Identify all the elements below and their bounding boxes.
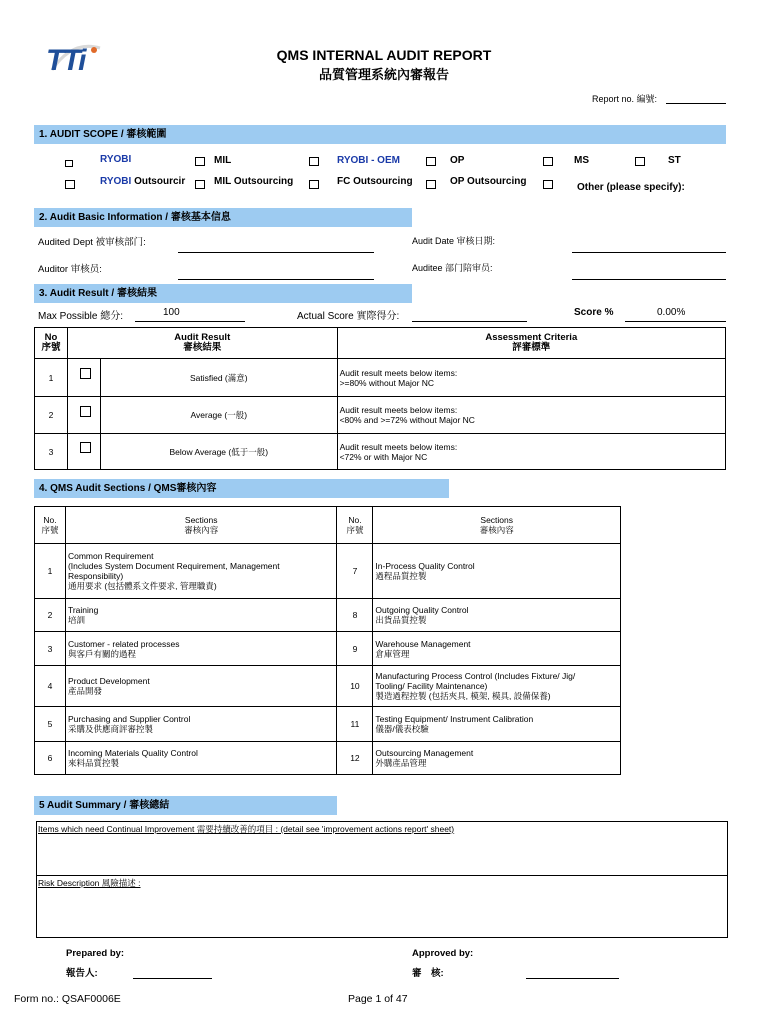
actual-score-field[interactable] — [412, 321, 527, 322]
result-checkbox-cell — [67, 397, 100, 434]
auditee-label: Auditee 部门陪审员: — [412, 263, 493, 273]
table-row — [35, 632, 621, 666]
result-criteria — [337, 434, 725, 470]
section-line: (Includes System Document Requirement, Management — [67, 561, 280, 571]
section-basic-info-header: 2. Audit Basic Information / 審核基本信息 — [34, 208, 412, 227]
section-qms-audit-sections-header: 4. QMS Audit Sections / QMS審核內容 — [34, 479, 449, 498]
header-no — [35, 507, 66, 544]
header-sections-zh: 審核內容 — [184, 525, 219, 535]
score-pct-underline — [625, 321, 726, 322]
prepared-by-label-zh: 報告人: — [66, 968, 98, 979]
form-number: Form no.: QSAF0006E — [14, 993, 121, 1005]
table-header-row — [35, 507, 621, 544]
section-no: 2 — [35, 599, 66, 632]
table-row — [35, 666, 621, 707]
result-label: Average (一般) — [100, 397, 337, 434]
improvement-label: Items which need Continual Improvement 需要持續改善的項目 : (detail see 'improvement actions report' sheet) — [38, 824, 455, 834]
section-line: Common Requirement — [67, 551, 154, 561]
result-checkbox-cell — [67, 359, 100, 397]
scope-label-outsourcing-suffix: Outsourcir — [131, 176, 186, 187]
section-line: 過程品質控製 — [375, 571, 427, 581]
checkbox-op-outsourcing[interactable] — [426, 180, 436, 189]
criteria-line1: Audit result meets below items: — [339, 405, 458, 415]
risk-area[interactable] — [37, 876, 727, 937]
auditee-field[interactable] — [572, 279, 726, 280]
checkbox-op[interactable] — [426, 157, 436, 166]
table-row — [35, 599, 621, 632]
header-criteria-en: Assessment Criteria — [485, 332, 578, 343]
section-name — [65, 742, 337, 775]
header-sections-zh: 審核內容 — [479, 525, 514, 535]
scope-label-op: OP — [450, 155, 465, 166]
scope-label-mil-outsourcing: MIL Outsourcing — [214, 176, 294, 187]
section-line: 製造過程控製 (包括夾具, 模架, 模具, 設備保養) — [375, 691, 551, 701]
auditor-label: Auditor 审核员: — [38, 264, 102, 275]
section-name — [65, 544, 337, 599]
section-no: 5 — [35, 707, 66, 742]
header-sections — [373, 507, 621, 544]
checkbox-fc-outsourcing[interactable] — [309, 180, 319, 189]
checkbox-satisfied[interactable] — [80, 368, 91, 379]
header-criteria — [337, 328, 725, 359]
section-line: Outsourcing Management — [375, 748, 474, 758]
checkbox-average[interactable] — [80, 406, 91, 417]
scope-label-ryobi-prefix: RYOBI — [100, 176, 132, 187]
scope-label-ryobi-oem: RYOBI - OEM — [337, 155, 400, 166]
approved-by-signature-field[interactable] — [526, 978, 619, 979]
max-possible-value: 100 — [163, 307, 180, 318]
audit-result-table — [34, 327, 726, 470]
table-row — [35, 707, 621, 742]
section-no: 8 — [337, 599, 373, 632]
scope-label-mil: MIL — [214, 155, 232, 166]
scope-label-ms: MS — [574, 155, 589, 166]
report-no-label: Report no. 編號: — [592, 94, 658, 104]
header-no — [337, 507, 373, 544]
section-name — [373, 707, 621, 742]
scope-label-op-outsourcing: OP Outsourcing — [450, 176, 527, 187]
score-pct-value: 0.00% — [657, 307, 686, 318]
risk-label: Risk Description 風險描述 : — [38, 878, 141, 888]
section-line: Training — [67, 605, 99, 615]
table-row — [35, 397, 726, 434]
report-title-en: QMS INTERNAL AUDIT REPORT — [276, 47, 492, 63]
checkbox-other[interactable] — [543, 180, 553, 189]
header-no-en: No — [44, 332, 58, 343]
section-name — [65, 707, 337, 742]
criteria-line2: <80% and >=72% without Major NC — [339, 415, 475, 425]
section-name — [373, 632, 621, 666]
section-name — [373, 742, 621, 775]
section-no: 4 — [35, 666, 66, 707]
section-line: 通用要求 (包括體系文件要求, 管理職責) — [67, 581, 217, 591]
checkbox-ryobi-outsourcing[interactable] — [65, 180, 75, 189]
result-criteria — [337, 359, 725, 397]
section-no: 11 — [337, 707, 373, 742]
section-line: Purchasing and Supplier Control — [67, 714, 191, 724]
audit-date-field[interactable] — [572, 252, 726, 253]
report-no-field[interactable] — [666, 103, 726, 104]
section-line: Outgoing Quality Control — [375, 605, 469, 615]
section-audit-result-header: 3. Audit Result / 審核結果 — [34, 284, 412, 303]
section-audit-summary-header: 5 Audit Summary / 審核總結 — [34, 796, 337, 815]
header-no-zh: 序號 — [41, 525, 59, 535]
header-result-zh: 審核結果 — [183, 342, 222, 353]
section-line: 來料品質控製 — [67, 758, 119, 768]
section-line: Tooling/ Facility Maintenance) — [375, 681, 488, 691]
audited-dept-field[interactable] — [178, 252, 374, 253]
section-name — [65, 666, 337, 707]
section-line: In-Process Quality Control — [375, 561, 475, 571]
section-line: 出貨品質控製 — [375, 615, 427, 625]
section-line: 倉庫管理 — [375, 648, 410, 659]
approved-by-label: Approved by: — [412, 948, 474, 959]
section-no: 12 — [337, 742, 373, 775]
audit-summary-box — [36, 821, 728, 938]
section-no: 10 — [337, 666, 373, 707]
result-label: Below Average (低于一般) — [100, 434, 337, 470]
prepared-by-label: Prepared by: — [66, 948, 125, 959]
header-sections-en: Sections — [184, 515, 218, 525]
table-row — [35, 742, 621, 775]
checkbox-st[interactable] — [635, 157, 645, 166]
header-sections — [65, 507, 337, 544]
result-checkbox-cell — [67, 434, 100, 470]
max-possible-underline — [135, 321, 245, 322]
scope-label-st: ST — [668, 155, 681, 166]
result-no: 3 — [35, 434, 68, 470]
section-no: 7 — [337, 544, 373, 599]
section-line: Manufacturing Process Control (Includes Fixture/ Jig/ — [375, 671, 576, 681]
section-no: 6 — [35, 742, 66, 775]
header-sections-en: Sections — [480, 515, 514, 525]
page-number: Page 1 of 47 — [348, 993, 408, 1005]
section-line: Product Development — [67, 676, 150, 686]
audited-dept-label: Audited Dept 被审核部门: — [38, 237, 146, 248]
improvement-area[interactable] — [37, 822, 727, 876]
audit-sections-table — [34, 506, 621, 775]
checkbox-ryobi[interactable] — [65, 160, 73, 167]
logo-text: TTi — [46, 44, 85, 77]
checkbox-mil[interactable] — [195, 157, 205, 166]
section-name — [65, 599, 337, 632]
section-name — [373, 599, 621, 632]
header-no-en: No. — [43, 515, 57, 525]
approved-by-label-zh: 審 核: — [412, 968, 444, 979]
section-line: 與客戶有關的過程 — [67, 648, 136, 659]
result-criteria — [337, 397, 725, 434]
checkbox-mil-outsourcing[interactable] — [195, 180, 205, 189]
section-line: Warehouse Management — [375, 638, 471, 649]
audit-date-label: Audit Date 审核日期: — [412, 236, 496, 246]
scope-label-fc-outsourcing: FC Outsourcing — [337, 176, 413, 187]
criteria-line2: >=80% without Major NC — [339, 377, 435, 388]
header-audit-result — [67, 328, 337, 359]
checkbox-ryobi-oem[interactable] — [309, 157, 319, 166]
header-no-zh: 序號 — [346, 525, 364, 535]
section-line: 產品開發 — [67, 686, 102, 696]
report-title-zh: 品質管理系統內審報告 — [318, 67, 449, 82]
section-line: 培訓 — [67, 615, 85, 625]
header-no-zh: 序號 — [41, 342, 61, 353]
result-no: 1 — [35, 359, 68, 397]
criteria-line1: Audit result meets below items: — [339, 367, 458, 378]
header-result-en: Audit Result — [174, 332, 231, 343]
scope-label-ryobi-outsourcing — [100, 176, 185, 187]
prepared-by-signature-field[interactable] — [133, 978, 212, 979]
section-no: 3 — [35, 632, 66, 666]
header-no — [35, 328, 68, 359]
header-no-en: No. — [348, 515, 362, 525]
scope-label-ryobi: RYOBI — [100, 154, 132, 165]
section-line: Incoming Materials Quality Control — [67, 748, 198, 758]
section-line: Customer - related processes — [67, 638, 180, 649]
max-possible-label: Max Possible 總分: — [38, 311, 124, 322]
section-no: 1 — [35, 544, 66, 599]
table-row — [35, 544, 621, 599]
section-audit-scope-header: 1. AUDIT SCOPE / 審核範圍 — [34, 125, 726, 144]
table-header-row — [35, 328, 726, 359]
section-line: Responsibility) — [67, 571, 124, 581]
criteria-line1: Audit result meets below items: — [339, 441, 458, 452]
actual-score-label: Actual Score 實際得分: — [297, 311, 400, 322]
section-name — [373, 544, 621, 599]
table-row — [35, 359, 726, 397]
result-no: 2 — [35, 397, 68, 434]
score-pct-label: Score % — [574, 307, 614, 318]
section-no: 9 — [337, 632, 373, 666]
criteria-line2: <72% or with Major NC — [339, 451, 428, 462]
section-line: 采購及供應商評審控製 — [67, 724, 153, 734]
header-criteria-zh: 評審標準 — [512, 342, 551, 353]
section-line: 儀器/儀表校驗 — [375, 724, 429, 734]
section-line: 外購產品管理 — [375, 758, 427, 768]
section-name — [373, 666, 621, 707]
section-name — [65, 632, 337, 666]
checkbox-below-average[interactable] — [80, 442, 91, 453]
checkbox-ms[interactable] — [543, 157, 553, 166]
result-label: Satisfied (滿意) — [100, 359, 337, 397]
table-row — [35, 434, 726, 470]
scope-label-other: Other (please specify): — [577, 182, 685, 193]
auditor-field[interactable] — [178, 279, 374, 280]
section-line: Testing Equipment/ Instrument Calibration — [375, 714, 534, 724]
